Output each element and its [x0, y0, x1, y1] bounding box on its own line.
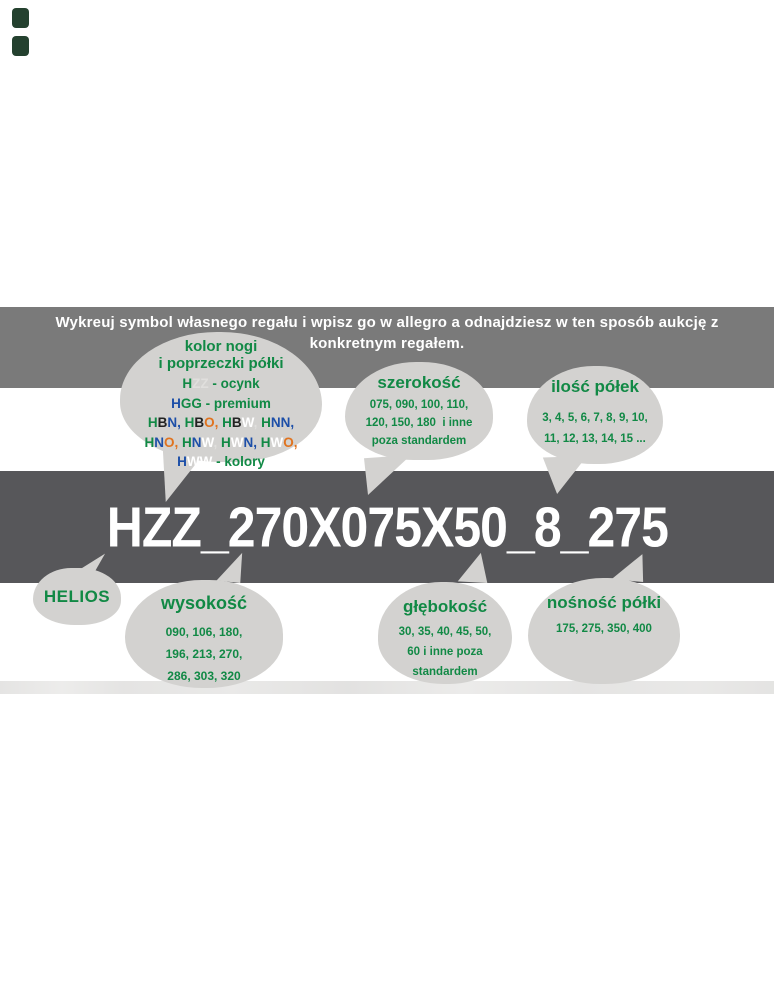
bubble-szerokosc-values: 075, 090, 100, 110, 120, 150, 180 i inne poza standardem	[365, 399, 473, 447]
bubble-nosnosc-values: 175, 275, 350, 400	[556, 623, 652, 635]
bubble-ilosc-values: 3, 4, 5, 6, 7, 8, 9, 10, 11, 12, 13, 14, 15 ...	[542, 412, 648, 445]
bubble-glebokosc-title: głębokość	[402, 597, 488, 616]
logo-mark-icon	[12, 8, 29, 28]
bubble-wysokosc-values: 090, 106, 180, 196, 213, 270, 286, 303, 320	[165, 625, 243, 683]
symbol-band	[0, 471, 774, 583]
bubble-glebokosc-values: 30, 35, 40, 45, 50, 60 i inne poza standardem	[398, 626, 492, 678]
rack-symbol-text: HZZ_270X075X50_8_275	[106, 495, 668, 559]
bubble-wysokosc-title: wysokość	[160, 593, 248, 613]
bubble-ilosc-polek	[527, 366, 663, 464]
logo-mark-icon	[12, 36, 29, 56]
bubble-ilosc-title: ilość półek	[551, 377, 639, 396]
divider-strip	[0, 681, 774, 694]
bubble-kolor-nogi	[120, 332, 322, 469]
bubble-szerokosc	[345, 362, 493, 460]
bubble-nosnosc-polki	[528, 578, 680, 684]
bubble-glebokosc	[378, 582, 512, 684]
bubble-wysokosc	[125, 580, 283, 688]
color-code-line: HWW - kolory	[177, 454, 265, 469]
color-code-line: HZZ - ocynk	[182, 376, 260, 391]
bubble-szerokosc-title: szerokość	[377, 373, 461, 392]
bubble-kolor-title-line2: i poprzeczki półki	[158, 354, 284, 372]
color-code-line: HBN, HBO, HBW, HNN,	[147, 415, 295, 430]
color-code-line: HGG - premium	[171, 395, 271, 411]
bubble-helios-brand	[33, 568, 121, 625]
bubble-kolor-title	[120, 339, 322, 372]
color-code-line: HNO, HNW, HWN, HWO,	[144, 434, 298, 450]
brand-label: HELIOS	[43, 586, 111, 606]
headline-text: Wykreuj symbol własnego regału i wpisz go w allegro a odnajdziesz w ten sposób aukcję z konkretnym regałem.	[55, 314, 719, 352]
bubble-nosnosc-title: nośność półki	[546, 593, 662, 612]
bubble-kolor-title-line1: kolor nogi	[184, 338, 258, 355]
